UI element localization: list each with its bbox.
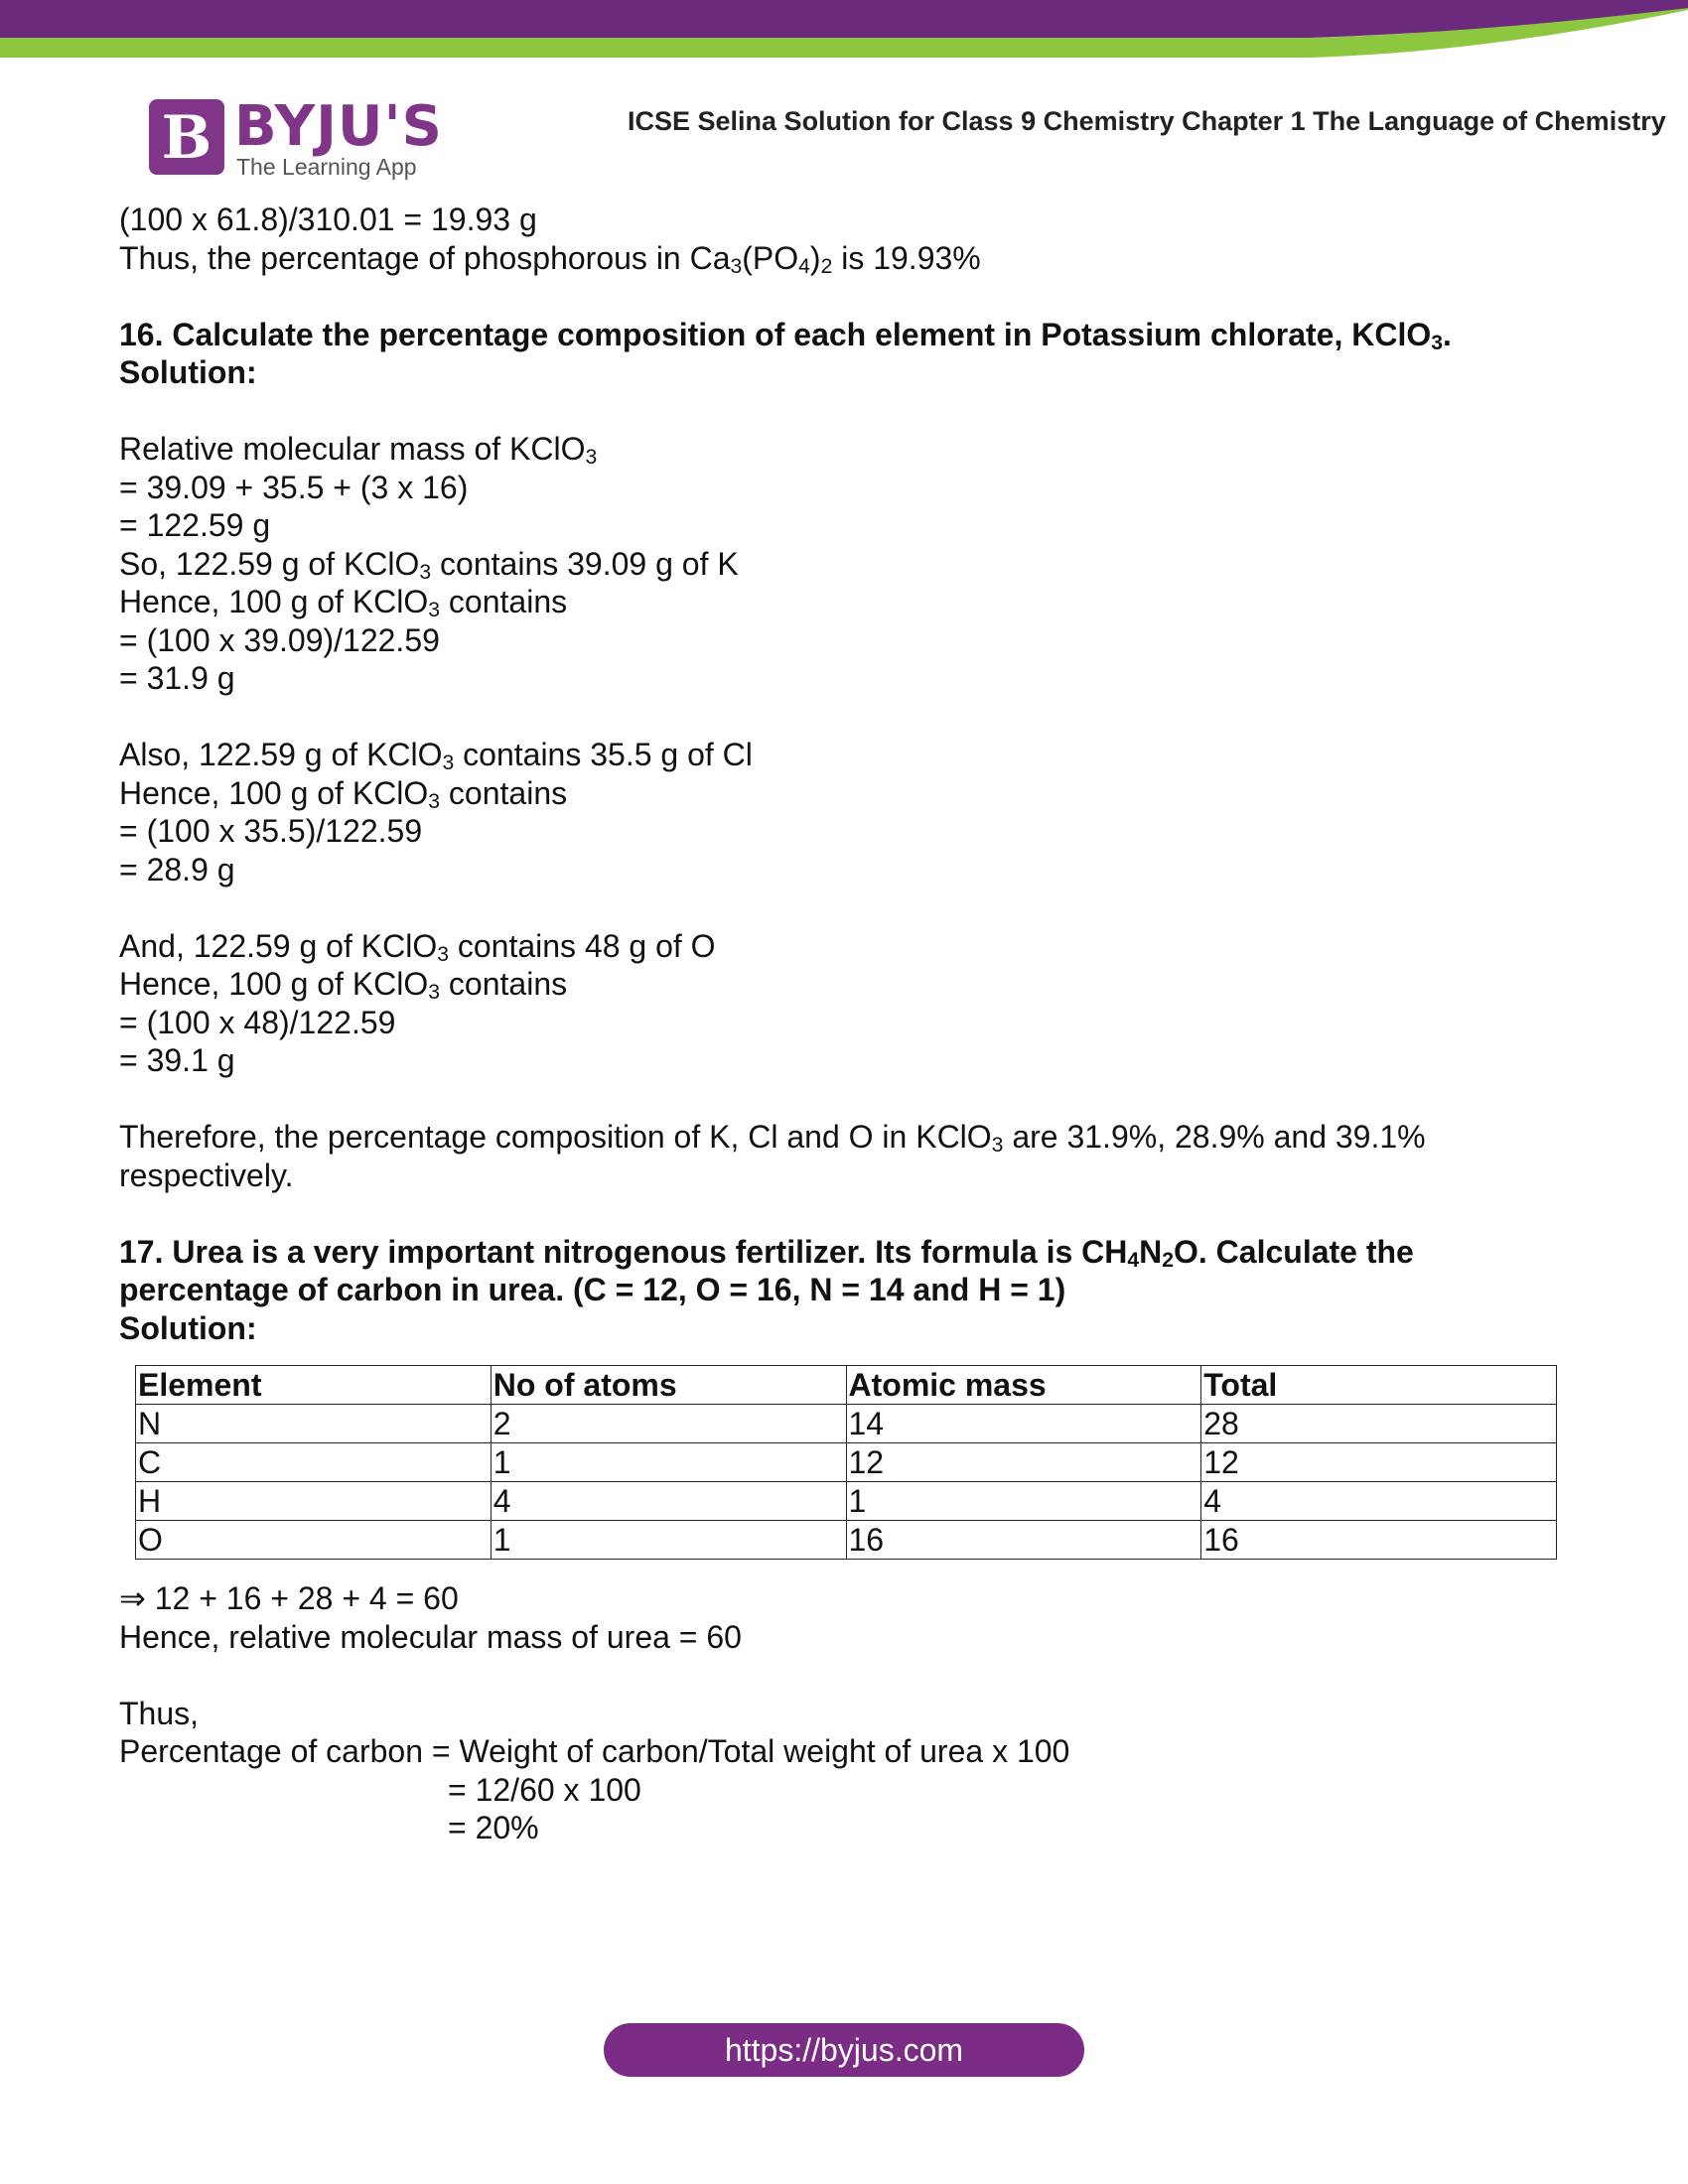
solution-line: Hence, 100 g of KClO$_3$ contains <box>119 966 568 1004</box>
intro-line: (100 x 61.8)/310.01 = 19.93 g <box>119 202 537 237</box>
table-row <box>136 1405 1557 1443</box>
question-17: 17. Urea is a very important nitrogenous fertilizer. Its formula is $CH_4N_2O$. Calculate the <box>119 1233 1414 1272</box>
table-row <box>136 1482 1557 1521</box>
solution-label: Solution: <box>119 354 257 390</box>
table-cell: 16 <box>846 1521 1201 1560</box>
solution-line: And, 122.59 g of KClO$_3$ contains 48 g of O <box>119 927 716 966</box>
solution-line: = 12/60 x 100 <box>448 1771 641 1808</box>
solution-line: Hence, 100 g of KClO$_3$ contains <box>119 774 568 813</box>
solution-line: Percentage of carbon = Weight of carbon/Total weight of urea x 100 <box>119 1733 1070 1769</box>
solution-line: = 39.1 g <box>119 1042 235 1078</box>
solution-line: = 28.9 g <box>119 851 235 887</box>
solution-line: Thus, <box>119 1695 200 1731</box>
table-cell: 1 <box>846 1482 1201 1521</box>
solution-line: Also, 122.59 g of KClO$_3$ contains 35.5 g of Cl <box>119 737 753 774</box>
solution-line: = (100 x 35.5)/122.59 <box>119 813 423 849</box>
table-header-cell: Atomic mass <box>846 1366 1201 1405</box>
table-header-cell: Total <box>1201 1366 1557 1405</box>
table-cell: 2 <box>491 1405 846 1443</box>
solution-line: respectively. <box>119 1157 294 1193</box>
solution-line: Hence, relative molecular mass of urea = 60 <box>119 1618 742 1655</box>
solution-line: = 20% <box>448 1810 539 1845</box>
table-cell: 28 <box>1201 1405 1557 1443</box>
solution-line: = 31.9 g <box>119 660 235 696</box>
logo-mark <box>149 99 224 175</box>
table-cell: H <box>136 1482 492 1521</box>
solution-line: = 39.09 + 35.5 + (3 x 16) <box>119 469 469 505</box>
intro-line: Thus, the percentage of phosphorous in $Ca_3(PO_4)_2$ is 19.93% <box>119 239 981 278</box>
table-cell: 16 <box>1201 1521 1557 1560</box>
solution-line: So, 122.59 g of KClO$_3$ contains 39.09 g of K <box>119 545 739 584</box>
brand-tagline: The Learning App <box>236 154 417 180</box>
table-header-row <box>136 1366 1557 1405</box>
solution-line: = (100 x 48)/122.59 <box>119 1004 396 1040</box>
solution-line: ⇒ 12 + 16 + 28 + 4 = 60 <box>119 1580 459 1616</box>
table-header-cell: No of atoms <box>491 1366 846 1405</box>
header-banner <box>0 0 1688 60</box>
table-cell: 4 <box>491 1482 846 1521</box>
document-title: ICSE Selina Solution for Class 9 Chemistry Chapter 1 The Language of Chemistry <box>628 106 1666 136</box>
table-cell: C <box>136 1443 492 1482</box>
question-17-line2: percentage of carbon in urea. (C = 12, O = 16, N = 14 and H = 1) <box>119 1272 1066 1307</box>
solution-line: Therefore, the percentage composition of K, Cl and O in KClO$_3$ are 31.9%, 28.9% and 39.1% <box>119 1119 1426 1157</box>
table-cell: 12 <box>846 1443 1201 1482</box>
footer-url[interactable]: https://byjus.com <box>724 2032 964 2068</box>
brand-name: BYJU'S <box>234 94 443 159</box>
table-cell: 4 <box>1201 1482 1557 1521</box>
urea-composition-table <box>135 1365 1557 1560</box>
footer-url-badge[interactable] <box>604 2023 1084 2077</box>
table-row <box>136 1521 1557 1560</box>
table-header-cell: Element <box>136 1366 492 1405</box>
table-row <box>136 1443 1557 1482</box>
table-cell: 14 <box>846 1405 1201 1443</box>
table-cell: 1 <box>491 1521 846 1560</box>
page-content <box>119 201 1569 1847</box>
solution-line: = 122.59 g <box>119 507 271 543</box>
solution-label: Solution: <box>119 1309 257 1346</box>
logo-letter: B <box>161 103 212 173</box>
table-cell: 12 <box>1201 1443 1557 1482</box>
byjus-logo <box>149 94 447 183</box>
solution-line: Relative molecular mass of KClO$_3$ <box>119 431 598 469</box>
solution-line: = (100 x 39.09)/122.59 <box>119 621 440 658</box>
table-cell: N <box>136 1405 492 1443</box>
table-cell: O <box>136 1521 492 1560</box>
question-16: 16. Calculate the percentage composition of each element in Potassium chlorate, KClO$_3$. <box>119 316 1452 354</box>
table-cell: 1 <box>491 1443 846 1482</box>
solution-line: Hence, 100 g of KClO$_3$ contains <box>119 584 568 621</box>
